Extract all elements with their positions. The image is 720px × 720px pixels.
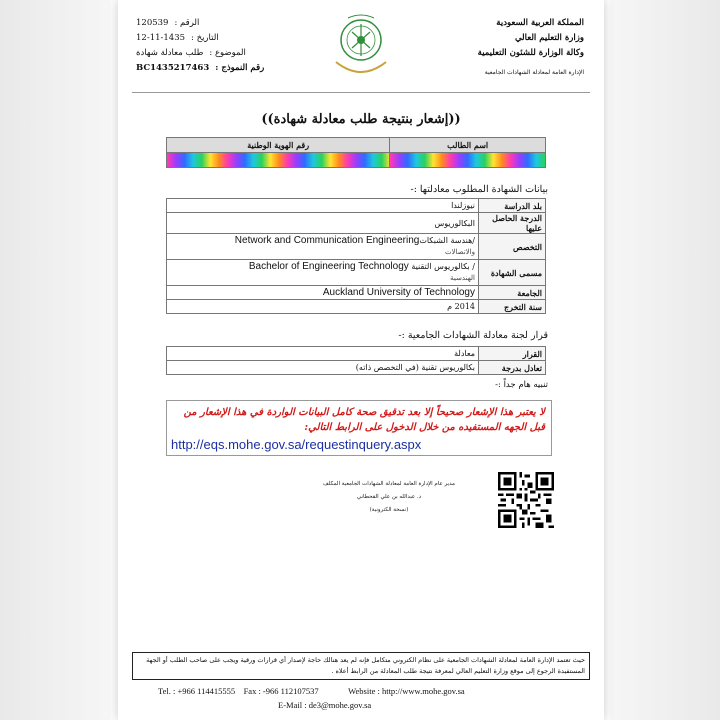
national-id-header: رقم الهوية الوطنية: [167, 138, 390, 153]
reference-block: [136, 16, 286, 76]
certificate-title-value: [167, 260, 479, 286]
certificate-title-ar: / بكالوريوس التقنية: [411, 262, 475, 271]
identity-table: [166, 137, 546, 168]
study-country-value: نيوزلندا: [167, 199, 479, 213]
signatory-name: د. عبدالله بن علي القحطاني: [356, 494, 422, 500]
document-page: [118, 0, 604, 720]
country-name: المملكة العربية السعودية: [496, 18, 584, 28]
major-value-ar-2: والاتصالات: [444, 248, 475, 256]
study-country-label: بلد الدراسة: [479, 199, 546, 213]
graduation-year-value: 2014 م: [167, 300, 479, 314]
header-divider: [132, 92, 590, 93]
equivalent-degree-value: بكالوريوس تقنية (في التخصص ذاته): [167, 361, 479, 375]
degree-label: الدرجة الحاصل عليها: [479, 213, 546, 234]
certificate-title-label: مسمى الشهادة: [479, 260, 546, 286]
qr-code: [498, 472, 554, 528]
signature-block: [304, 478, 474, 517]
verification-link[interactable]: http://eqs.mohe.gov.sa/requestinquery.aspx: [171, 437, 422, 452]
subject-label: الموضوع :: [209, 48, 246, 58]
blurred-background-left: [0, 0, 110, 720]
certificate-table: [166, 198, 546, 314]
student-name-redacted: [390, 153, 546, 168]
blurred-background-right: [610, 0, 720, 720]
major-value: [167, 234, 479, 260]
important-notice-label: تنبيه هام جداً :-: [495, 380, 548, 390]
university-label: الجامعة: [479, 286, 546, 300]
university-value: Auckland University of Technology: [167, 286, 479, 300]
date-value: 12-11-1435: [136, 33, 186, 43]
department-name: الإدارة العامة لمعادلة الشهادات الجامعية: [484, 69, 584, 76]
ministry-logo: [328, 10, 394, 82]
major-value-ar: /هندسة الشبكات: [419, 236, 475, 245]
important-notice-box: [166, 400, 552, 456]
number-value: 120539: [136, 18, 169, 28]
footer-disclaimer: حيث تعتمد الإدارة العامة لمعادلة الشهادات الجامعية على نظام الكتروني متكامل فإنه لم يعد هنالك حاجة لإصدار أي قرارات ورقية ويجب على صاحب الطلب أو الجهة المستفيدة الرجوع إلى موقع وزارة التعليم العالي لمعرفة نتيجة طلب المعادلة من الرابط أعلاه .: [132, 652, 590, 680]
form-label: رقم النموذج :: [215, 63, 265, 73]
subject-value: طلب معادلة شهادة: [136, 48, 204, 58]
form-value: BC1435217463: [136, 63, 210, 73]
equivalent-degree-label: تعادل بدرجة: [479, 361, 546, 375]
decision-section-heading: قرار لجنة معادلة الشهادات الجامعية :-: [398, 330, 548, 341]
ministry-header: [434, 16, 584, 80]
number-label: الرقم :: [174, 18, 200, 28]
major-value-en: Network and Communication Engineering: [234, 235, 420, 246]
student-name-header: اسم الطالب: [390, 138, 546, 153]
decision-table: [166, 346, 546, 375]
electronic-copy-note: (نسخة الكترونية): [369, 507, 409, 513]
certificate-title-en: Bachelor of Engineering Technology: [248, 261, 409, 272]
signatory-title: مدير عام الإدارة العامة لمعادلة الشهادات الجامعية المكلف: [323, 481, 455, 487]
degree-value: البكالوريوس: [167, 213, 479, 234]
graduation-year-label: سنة التخرج: [479, 300, 546, 314]
ministry-name: وزارة التعليم العالي: [514, 33, 584, 43]
important-notice-text: لا يعتبر هذا الإشعار صحيحاً إلا بعد تدقيق صحة كامل البيانات الواردة في هذا الإشعار من قبل الجهه المستفيده من خلال الدخول على الرابط التالي:: [183, 407, 545, 433]
national-id-redacted: [167, 153, 390, 168]
agency-name: وكالة الوزارة للشئون التعليمية: [477, 48, 584, 58]
document-title: ((إشعار بنتيجة طلب معادلة شهادة)): [261, 112, 461, 127]
footer-email: E-Mail : de3@mohe.gov.sa: [278, 700, 372, 710]
certificate-title-ar-2: الهندسية: [450, 274, 475, 282]
decision-value: معادلة: [167, 347, 479, 361]
major-label: التخصص: [479, 234, 546, 260]
certificate-section-heading: بيانات الشهادة المطلوب معادلتها :-: [410, 184, 548, 195]
date-label: التاريخ :: [191, 33, 219, 43]
footer-contact: Tel. : +966 114415555 Fax : -966 112107537 Website : http://www.mohe.gov.sa: [158, 686, 465, 696]
decision-label: القرار: [479, 347, 546, 361]
